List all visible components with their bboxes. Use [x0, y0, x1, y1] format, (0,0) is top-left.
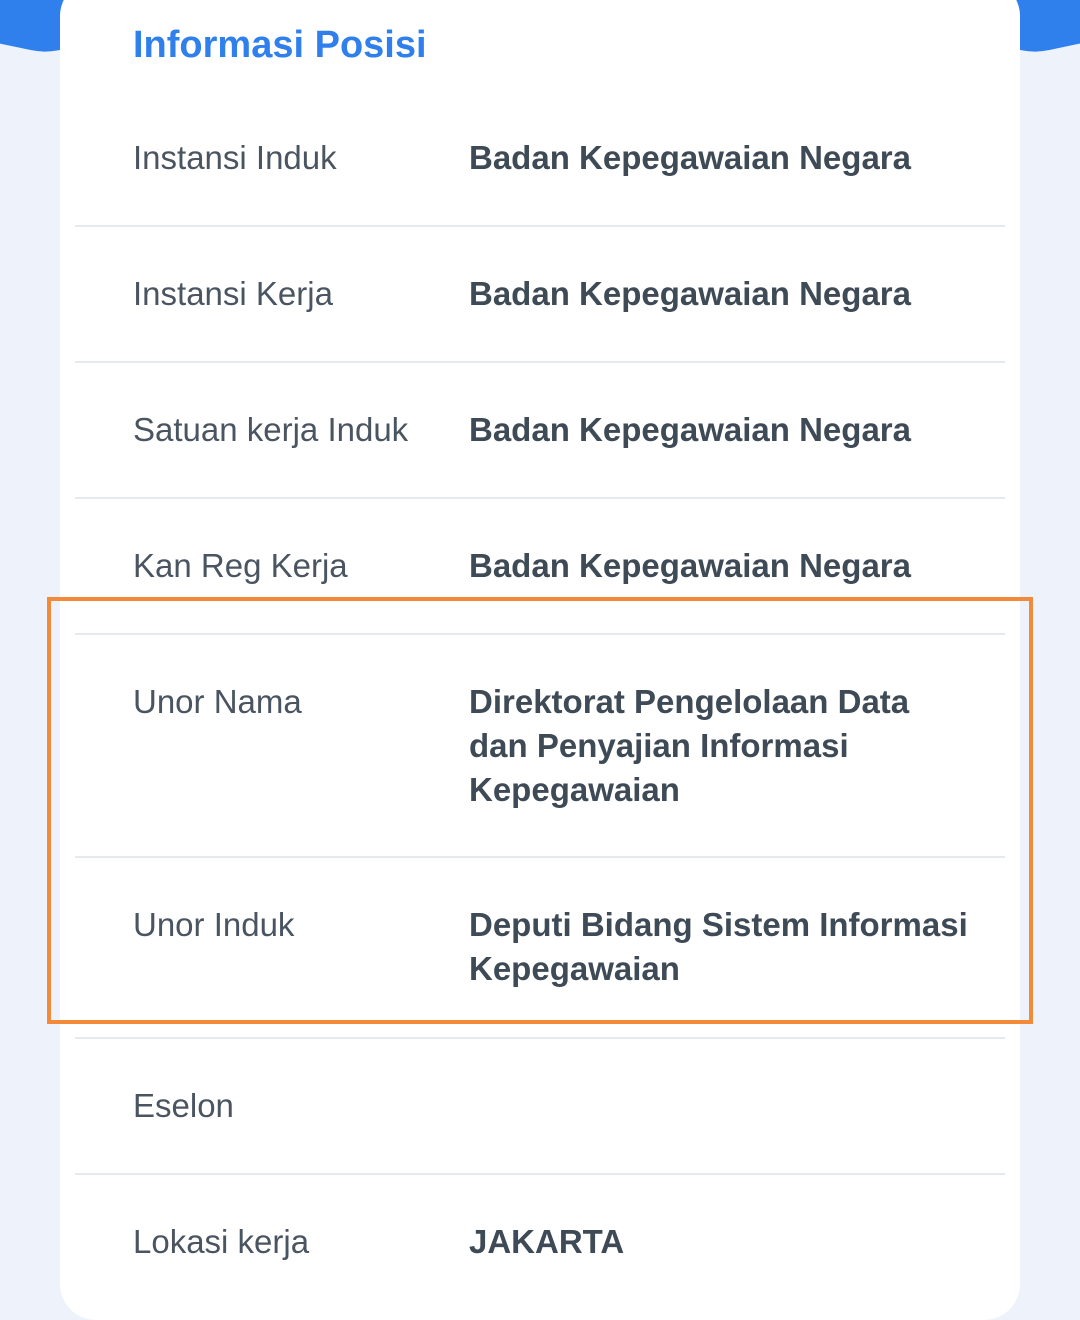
- section-title: Informasi Posisi: [133, 24, 427, 66]
- info-row-eselon: [75, 1039, 1005, 1175]
- info-value: Direktorat Pengelolaan Data dan Penyajian Informasi Kepegawaian: [469, 683, 910, 808]
- info-row-satuan-kerja-induk: [75, 363, 1005, 499]
- info-row-lokasi-kerja: [75, 1175, 1005, 1305]
- info-row-instansi-induk: [75, 90, 1005, 227]
- info-label: Unor Induk: [133, 906, 295, 943]
- info-label: Instansi Induk: [133, 139, 337, 176]
- info-value: Badan Kepegawaian Negara: [469, 139, 911, 176]
- info-value: Badan Kepegawaian Negara: [469, 411, 911, 448]
- info-label: Instansi Kerja: [133, 275, 333, 312]
- info-row-kan-reg-kerja: [75, 499, 1005, 635]
- info-row-instansi-kerja: [75, 227, 1005, 363]
- info-label: Unor Nama: [133, 683, 302, 720]
- info-label: Lokasi kerja: [133, 1223, 310, 1260]
- info-list: [75, 90, 1005, 1305]
- info-label: Satuan kerja Induk: [133, 411, 409, 448]
- info-row-unor-nama: [75, 635, 1005, 858]
- info-value: Badan Kepegawaian Negara: [469, 275, 911, 312]
- info-label: Eselon: [133, 1087, 234, 1124]
- info-value: JAKARTA: [469, 1223, 625, 1260]
- info-label: Kan Reg Kerja: [133, 547, 348, 584]
- info-value: Badan Kepegawaian Negara: [469, 547, 911, 584]
- info-row-unor-induk: [75, 858, 1005, 1039]
- info-value: Deputi Bidang Sistem Informasi Kepegawaian: [469, 906, 968, 987]
